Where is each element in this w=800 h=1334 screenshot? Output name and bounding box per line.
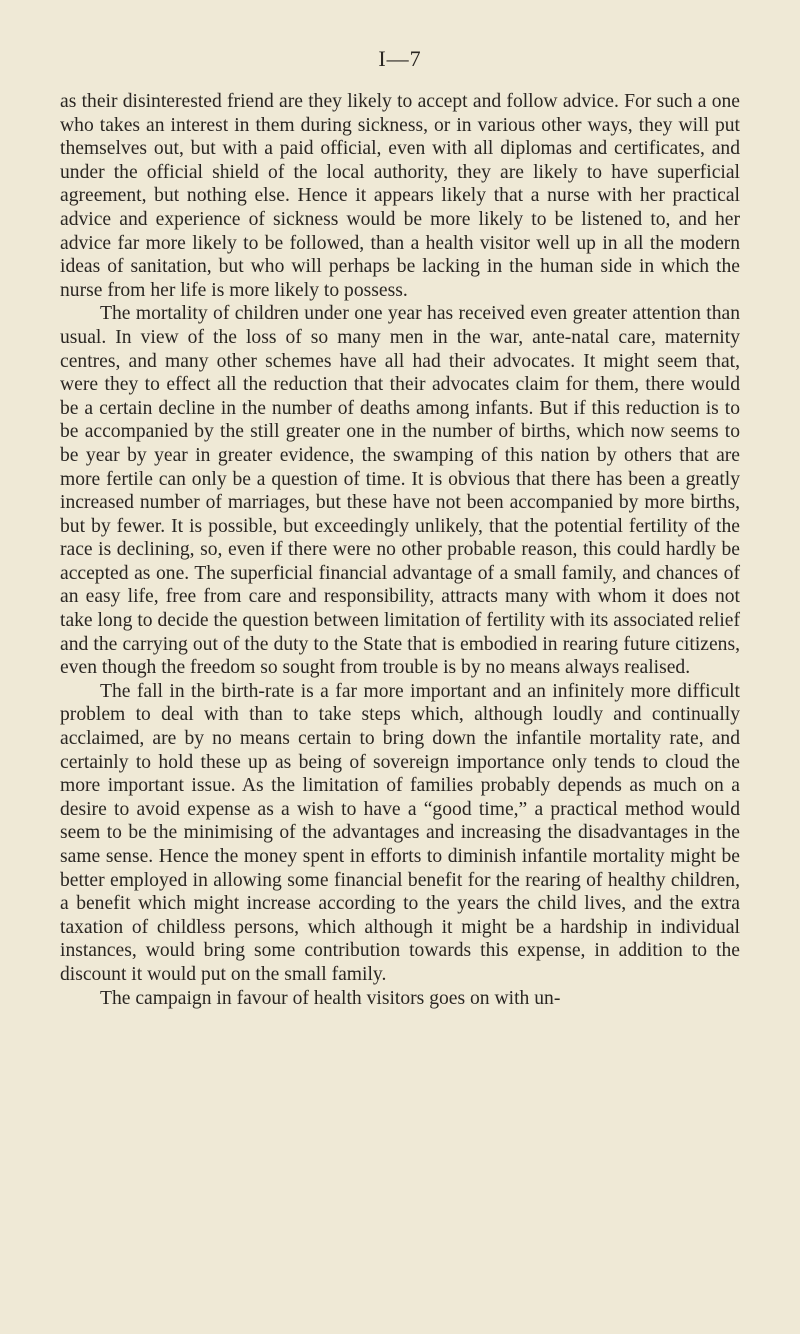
- paragraph-1: as their disinterested friend are they likely to accept and follow advice. For such a one who takes an interest in them during sickness, or in various other ways, they will put themselves out, but with a paid official, even with all diplomas and certificates, and under the official shield of the local authority, they are likely to have superficial agreement, but nothing else. Hence it appears likely that a nurse with her practical advice and experience of sickness would be more likely to be listened to, and her advice far more likely to be followed, than a health visitor well up in all the modern ideas of sanitation, but who will perhaps be lacking in the human side in which the nurse from her life is more likely to possess.: [60, 91, 740, 301]
- paragraph-3: The fall in the birth-rate is a far more important and an infinitely more difficult problem to deal with than to take steps which, although loudly and continually acclaimed, are by no means certain to bring down the infantile mortality rate, and certainly to hold these up as being of sovereign importance only tends to cloud the more important issue. As the limitation of families probably depends as much on a desire to avoid expense as a wish to have a “good time,” a practical method would seem to be the minimising of the advantages and increasing the disadvantages in the same sense. Hence the money spent in efforts to diminish infantile mortality might be better employed in allowing some financial benefit for the rearing of healthy children, a benefit which might increase according to the years the child lives, and the extra taxation of childless persons, which although it might be a hardship in individual instances, would bring some contribution towards this expense, in addition to the discount it would put on the small family.: [60, 680, 740, 985]
- page-number: I—7: [378, 46, 422, 71]
- body-text: [60, 90, 740, 1010]
- paragraph-4: The campaign in favour of health visitors goes on with un-: [100, 987, 561, 1009]
- paragraph-2: The mortality of children under one year has received even greater attention than usual. In view of the loss of so many men in the war, ante-natal care, maternity centres, and many other schemes have all had their advocates. It might seem that, were they to effect all the reduction that their advocates claim for them, there would be a certain decline in the number of deaths among infants. But if this reduction is to be accompanied by the still greater one in the number of births, which now seems to be year by year in greater evidence, the swamping of this nation by others that are more fertile can only be a question of time. It is obvious that there has been a greatly increased number of marriages, but these have not been accompanied by more births, but by fewer. It is possible, but exceedingly unlikely, that the potential fertility of the race is declining, so, even if there were no other probable reason, this could hardly be accepted as one. The superficial financial advantage of a small family, and chances of an easy life, free from care and responsibility, attracts many with whom it does not take long to decide the question between limitation of fertility with its associated relief and the carrying out of the duty to the State that is embodied in rearing future citizens, even though the freedom so sought from trouble is by no means always realised.: [60, 303, 740, 679]
